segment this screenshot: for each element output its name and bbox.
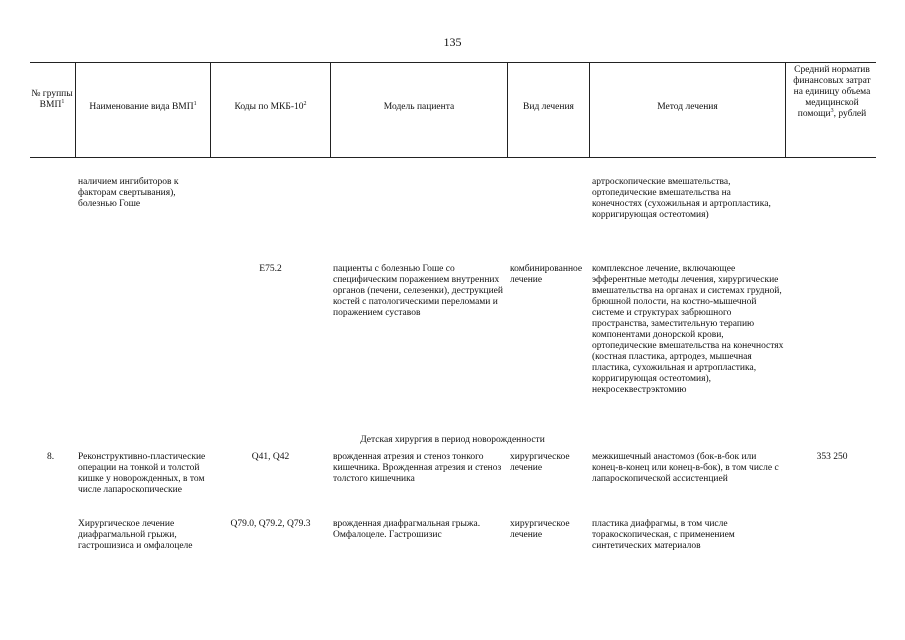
row2-model: пациенты с болезнью Гоше со специфическим поражением внутренних органов (печени, селезенки), деструкцией костей с патологическими переломами и поражением суставов	[333, 264, 503, 318]
row2-codes: E75.2	[259, 264, 282, 274]
header-col-name: Наименование вида ВМП$^1$	[89, 100, 197, 112]
row3-number: 8.	[47, 452, 55, 462]
col-sep-1	[75, 62, 76, 158]
header-col-type: Вид лечения	[523, 102, 574, 112]
header-bottom-rule	[30, 157, 876, 158]
row4-method: пластика диафрагмы, в том числе торакоскопическая, с применением синтетических материалов	[592, 519, 735, 551]
row3-method: межкишечный анастомоз (бок-в-бок или конец-в-конец или конец-в-бок), в том числе с лапароскопической ассистенцией	[592, 452, 779, 484]
row4-name: Хирургическое лечение диафрагмальной грыжи, гастрошизиса и омфалоцеле	[78, 519, 193, 551]
row3-cost: 353 250	[816, 452, 848, 462]
row4-codes: Q79.0, Q79.2, Q79.3	[230, 519, 311, 529]
section-title: Детская хирургия в период новорожденности	[360, 435, 545, 445]
row3-codes: Q41, Q42	[251, 452, 290, 462]
row3-name: Реконструктивно-пластические операции на тонкой и толстой кишке у новорожденных, в том числе лапароскопические	[78, 452, 206, 495]
header-col-model: Модель пациента	[383, 102, 455, 112]
row3-type: хирургическое лечение	[510, 452, 570, 473]
header-top-rule	[30, 62, 876, 63]
col-sep-2	[210, 62, 211, 158]
row4-type: хирургическое лечение	[510, 519, 570, 540]
row3-model: врожденная атрезия и стеноз тонкого кишечника. Врожденная атрезия и стеноз толстого кишечника	[333, 452, 502, 484]
row1-name: наличием ингибиторов к факторам свертывания), болезнью Гоше	[78, 177, 179, 209]
row1-method: артроскопические вмешательства, ортопедические вмешательства на конечностях (сухожильная и артропластика, корригирующая остеотомия)	[592, 177, 771, 220]
col-sep-3	[330, 62, 331, 158]
row4-model: врожденная диафрагмальная грыжа. Омфалоцеле. Гастрошизис	[333, 519, 481, 540]
header-col-cost: Средний норматив финансовых затрат на единицу объема медицинской помощи$^3$, рублей	[793, 65, 871, 119]
col-sep-6	[785, 62, 786, 158]
col-sep-4	[507, 62, 508, 158]
header-col-codes: Коды по МКБ-$10^2$	[234, 100, 307, 112]
header-col-method: Метод лечения	[657, 102, 718, 112]
header-col-number: № группы ВМП$^1$	[31, 89, 73, 110]
col-sep-5	[589, 62, 590, 158]
row2-type: комбинированное лечение	[510, 264, 583, 285]
page-number: 135	[443, 35, 462, 49]
row2-method: комплексное лечение, включающее эфферентные методы лечения, хирургические вмешательства на органах и системах грудной, брюшной полости, на костно-мышечной системе и структурах забрюшного пространства, заместительную терапию компонентами донорской крови, ортопедические вмешательства на конечностях (костная пластика, артродез, мышечная пластика, сухожильная и артропластика, корригирующая остеотомия), некросеквестрэктомию	[592, 264, 784, 395]
